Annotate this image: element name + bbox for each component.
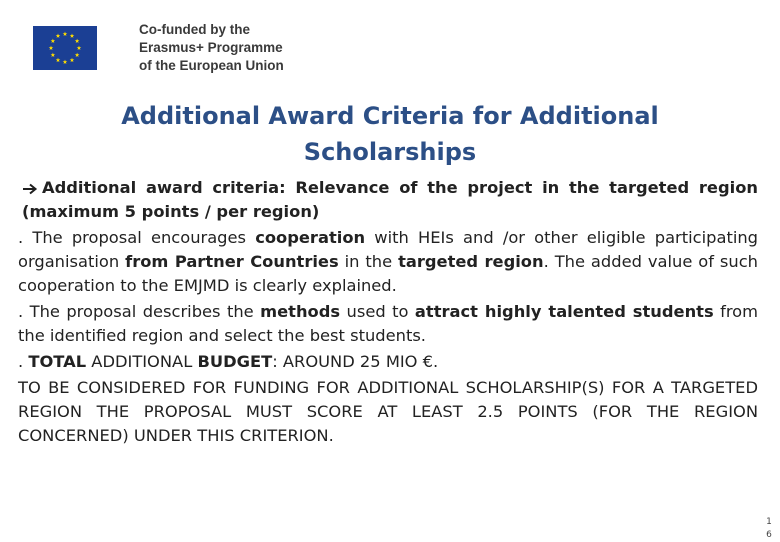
eu-star (75, 39, 80, 43)
eu-flag-icon (33, 26, 97, 70)
p3-bold-1: methods (260, 302, 341, 321)
p2-text-1: . The proposal encourages (18, 228, 256, 247)
p2-bold-3: targeted region (398, 252, 544, 271)
p4-bold-2: BUDGET (197, 352, 273, 371)
budget-paragraph (18, 350, 758, 374)
eu-star (70, 33, 75, 37)
logo-line-3: of the European Union (139, 58, 284, 73)
methods-paragraph (18, 300, 758, 348)
arrow-right-icon (22, 176, 42, 200)
criteria-heading-text: Additional award criteria: Relevance of the project in the targeted region (maximum 5 points / per region) (22, 178, 758, 221)
criteria-heading (18, 176, 758, 224)
funding-condition-paragraph: TO BE CONSIDERED FOR FUNDING FOR ADDITIONAL SCHOLARSHIP(S) FOR A TARGETED REGION THE PROPOSAL MUST SCORE AT LEAST 2.5 POINTS (FOR THE REGION CONCERNED) UNDER THIS CRITERION. (18, 378, 758, 445)
p4-text-2: ADDITIONAL (86, 352, 198, 371)
p2-text-2: with HEIs and /or other eligible participating organisation (18, 228, 758, 271)
eu-star (56, 33, 61, 37)
p3-bold-2: attract highly talented students (414, 302, 714, 321)
logo-line-2: Erasmus+ Programme (139, 40, 283, 55)
eu-star (75, 53, 80, 57)
p4-text-1: . (18, 352, 29, 371)
page-number-digit-1: 1 (766, 517, 772, 527)
logo-caption (139, 21, 309, 75)
p2-bold-2: from Partner Countries (125, 252, 339, 271)
eu-star (77, 46, 82, 50)
slide-body (18, 176, 758, 448)
page-title (40, 98, 740, 170)
cooperation-paragraph (18, 226, 758, 298)
p2-text-4: . The added value of such cooperation to the EMJMD is clearly explained. (18, 252, 758, 295)
page-number (764, 516, 774, 542)
eu-star (51, 53, 56, 57)
eu-star (70, 58, 75, 62)
eu-star (51, 39, 56, 43)
eu-logo (33, 20, 309, 76)
p3-text-2: used to (340, 302, 415, 321)
page-number-digit-2: 6 (766, 530, 772, 540)
eu-star (49, 46, 54, 50)
eu-star (63, 32, 68, 36)
eu-star (56, 58, 61, 62)
logo-line-1: Co-funded by the (139, 22, 250, 37)
p3-text-3: from the identified region and select the best students. (18, 302, 758, 345)
p3-text-1: . The proposal describes the (18, 302, 261, 321)
title-line-1: Additional Award Criteria for Additional (121, 102, 659, 130)
title-line-2: Scholarships (303, 138, 477, 166)
p2-bold-1: cooperation (255, 228, 366, 247)
p4-bold-1: TOTAL (28, 352, 87, 371)
eu-star (63, 60, 68, 64)
p4-text-3: : AROUND 25 MIO €. (272, 352, 439, 371)
p2-text-3: in the (338, 252, 399, 271)
